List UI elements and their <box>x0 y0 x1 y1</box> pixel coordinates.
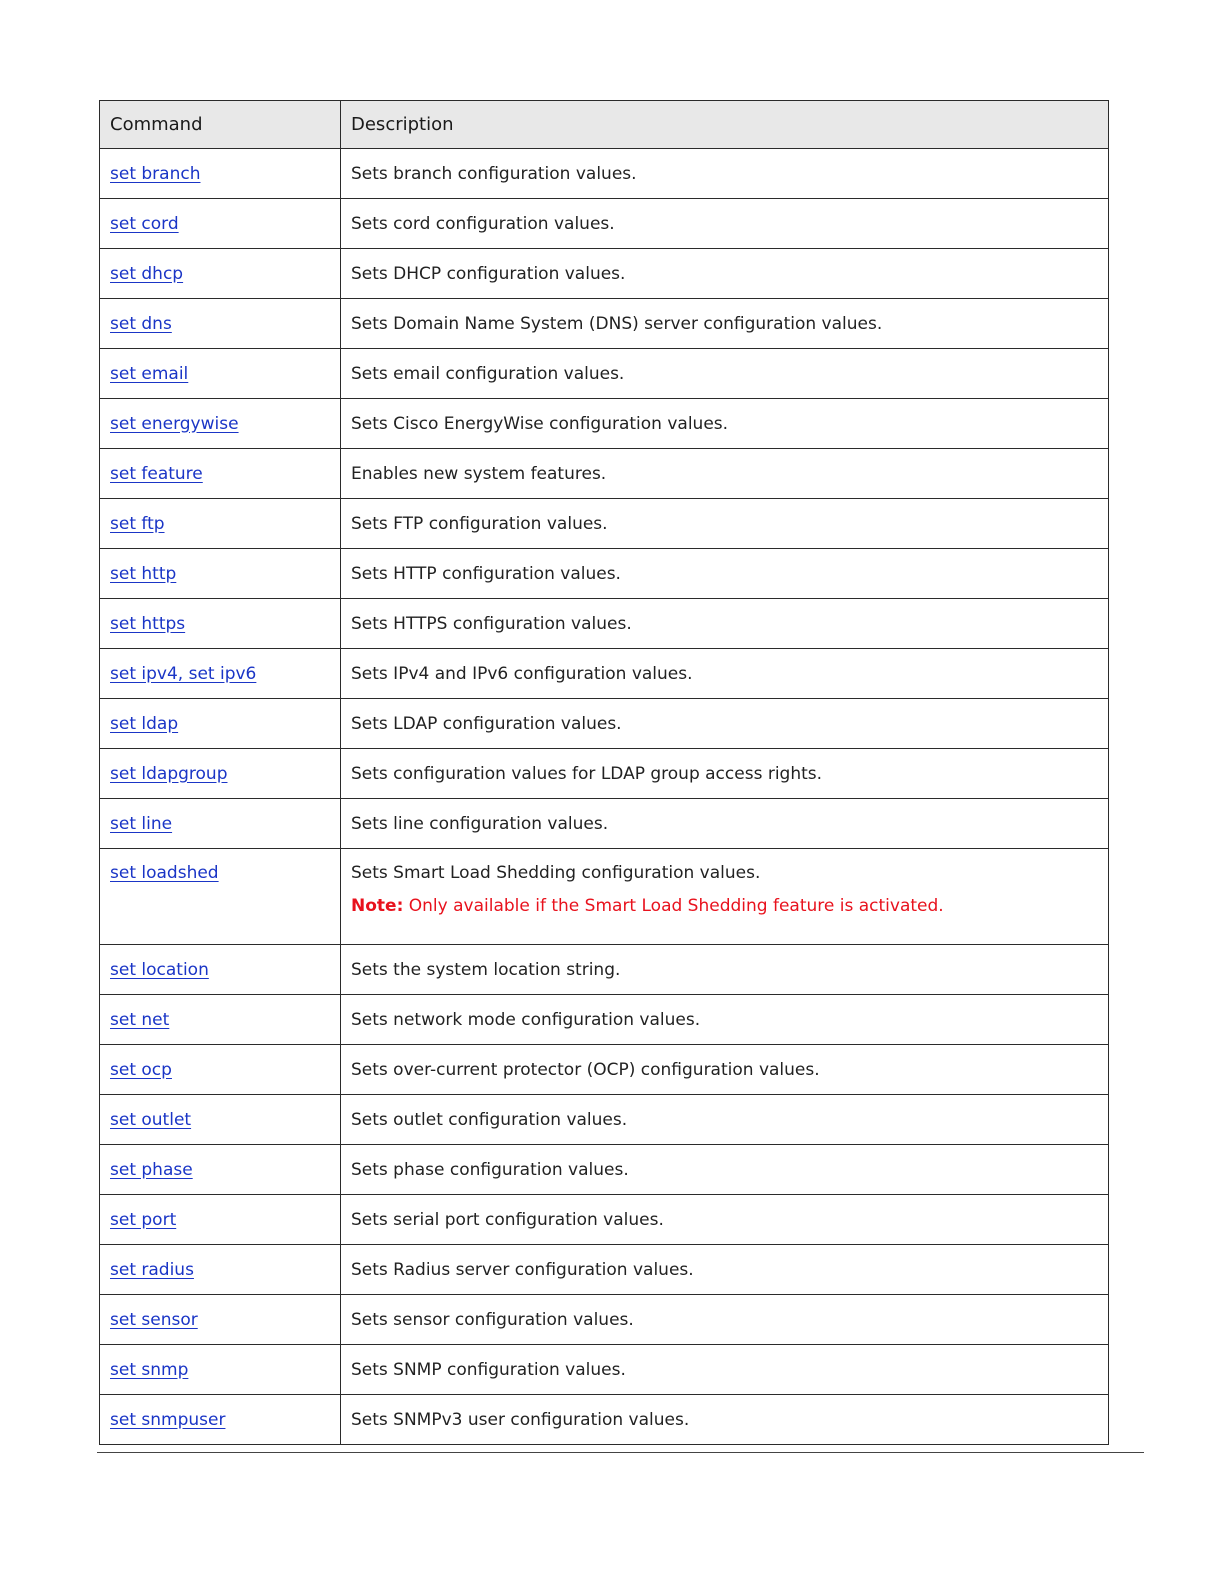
table-row <box>100 945 1109 995</box>
command-link[interactable]: set https <box>110 613 186 634</box>
command-cell <box>100 549 341 599</box>
command-link[interactable]: set snmp <box>110 1359 189 1380</box>
description-cell <box>341 399 1109 449</box>
description-text: Sets configuration values for LDAP group access rights. <box>351 763 823 784</box>
table-row <box>100 1245 1109 1295</box>
command-cell <box>100 995 341 1045</box>
command-cell <box>100 1345 341 1395</box>
command-cell <box>100 299 341 349</box>
description-cell <box>341 449 1109 499</box>
description-text: Sets HTTP configuration values. <box>351 563 621 584</box>
description-cell <box>341 995 1109 1045</box>
table-row <box>100 249 1109 299</box>
description-cell <box>341 799 1109 849</box>
table-row <box>100 449 1109 499</box>
table-row <box>100 799 1109 849</box>
command-link[interactable]: set branch <box>110 163 201 184</box>
description-cell <box>341 299 1109 349</box>
description-cell <box>341 1295 1109 1345</box>
command-link[interactable]: set ipv4, set ipv6 <box>110 663 257 684</box>
table-row <box>100 1195 1109 1245</box>
command-cell <box>100 199 341 249</box>
description-text: Sets Smart Load Shedding configuration values. <box>351 863 761 883</box>
description-text: Sets Cisco EnergyWise configuration values. <box>351 413 729 434</box>
note-text: Only available if the Smart Load Shedding feature is activated. <box>403 896 944 916</box>
command-cell <box>100 799 341 849</box>
table-row <box>100 1095 1109 1145</box>
command-link[interactable]: set phase <box>110 1159 193 1180</box>
command-cell <box>100 1095 341 1145</box>
table-row <box>100 649 1109 699</box>
command-cell <box>100 1395 341 1445</box>
command-link[interactable]: set ftp <box>110 513 165 534</box>
table-row <box>100 399 1109 449</box>
description-text: Sets branch configuration values. <box>351 163 637 184</box>
table-row <box>100 849 1109 945</box>
table-row <box>100 599 1109 649</box>
command-link[interactable]: set dns <box>110 313 172 334</box>
command-cell <box>100 249 341 299</box>
table-row <box>100 499 1109 549</box>
command-cell <box>100 699 341 749</box>
note-line <box>351 896 1098 916</box>
header-command: Command <box>100 101 341 149</box>
command-cell <box>100 849 341 945</box>
command-link[interactable]: set email <box>110 363 189 384</box>
table-row <box>100 995 1109 1045</box>
command-cell <box>100 649 341 699</box>
command-cell <box>100 749 341 799</box>
table-row <box>100 1045 1109 1095</box>
table-row <box>100 1145 1109 1195</box>
description-cell <box>341 1395 1109 1445</box>
table-row <box>100 299 1109 349</box>
command-link[interactable]: set loadshed <box>110 863 219 883</box>
command-link[interactable]: set dhcp <box>110 263 184 284</box>
command-cell <box>100 149 341 199</box>
table-row <box>100 549 1109 599</box>
command-link[interactable]: set net <box>110 1009 170 1030</box>
description-text: Sets cord configuration values. <box>351 213 615 234</box>
table-row <box>100 1345 1109 1395</box>
description-cell <box>341 249 1109 299</box>
description-cell <box>341 1245 1109 1295</box>
command-cell <box>100 499 341 549</box>
command-link[interactable]: set snmpuser <box>110 1409 226 1430</box>
command-cell <box>100 599 341 649</box>
description-text: Sets IPv4 and IPv6 configuration values. <box>351 663 693 684</box>
table-row <box>100 749 1109 799</box>
table-row <box>100 699 1109 749</box>
command-link[interactable]: set outlet <box>110 1109 192 1130</box>
command-cell <box>100 1045 341 1095</box>
description-cell <box>341 749 1109 799</box>
command-link[interactable]: set port <box>110 1209 177 1230</box>
command-cell <box>100 1245 341 1295</box>
command-link[interactable]: set sensor <box>110 1309 198 1330</box>
description-text: Sets outlet configuration values. <box>351 1109 628 1130</box>
description-text: Enables new system features. <box>351 463 607 484</box>
table-row <box>100 1395 1109 1445</box>
table-row <box>100 1295 1109 1345</box>
description-text: Sets sensor configuration values. <box>351 1309 634 1330</box>
description-cell <box>341 849 1109 945</box>
command-link[interactable]: set http <box>110 563 177 584</box>
description-cell <box>341 1045 1109 1095</box>
description-cell <box>341 649 1109 699</box>
description-cell <box>341 499 1109 549</box>
footer-divider <box>97 1452 1144 1453</box>
header-description: Description <box>341 101 1109 149</box>
description-text: Sets phase configuration values. <box>351 1159 629 1180</box>
command-link[interactable]: set radius <box>110 1259 194 1280</box>
command-link[interactable]: set location <box>110 959 209 980</box>
description-text: Sets email configuration values. <box>351 363 625 384</box>
command-link[interactable]: set feature <box>110 463 203 484</box>
description-text: Sets LDAP configuration values. <box>351 713 622 734</box>
description-cell <box>341 149 1109 199</box>
description-text: Sets serial port configuration values. <box>351 1209 664 1230</box>
command-link[interactable]: set ocp <box>110 1059 172 1080</box>
description-text: Sets SNMP configuration values. <box>351 1359 626 1380</box>
description-text: Sets FTP configuration values. <box>351 513 608 534</box>
description-text: Sets network mode configuration values. <box>351 1009 701 1030</box>
command-cell <box>100 449 341 499</box>
description-text: Sets the system location string. <box>351 959 621 980</box>
command-table <box>99 100 1109 1445</box>
command-cell <box>100 1295 341 1345</box>
description-cell <box>341 349 1109 399</box>
description-cell <box>341 199 1109 249</box>
description-cell <box>341 549 1109 599</box>
command-link[interactable]: set line <box>110 813 173 834</box>
description-text: Sets HTTPS configuration values. <box>351 613 632 634</box>
description-cell <box>341 699 1109 749</box>
description-text: Sets DHCP configuration values. <box>351 263 626 284</box>
command-cell <box>100 399 341 449</box>
description-text: Sets over-current protector (OCP) configuration values. <box>351 1059 820 1080</box>
command-cell <box>100 1145 341 1195</box>
command-cell <box>100 349 341 399</box>
note-label: Note: <box>351 896 404 916</box>
description-cell <box>341 599 1109 649</box>
description-text: Sets Domain Name System (DNS) server configuration values. <box>351 313 883 334</box>
command-cell <box>100 1195 341 1245</box>
table-body <box>100 149 1109 1445</box>
table-row <box>100 199 1109 249</box>
command-link[interactable]: set ldap <box>110 713 179 734</box>
description-text: Sets Radius server configuration values. <box>351 1259 694 1280</box>
description-cell <box>341 1195 1109 1245</box>
description-cell <box>341 1345 1109 1395</box>
table-row <box>100 149 1109 199</box>
command-link[interactable]: set cord <box>110 213 179 234</box>
command-cell <box>100 945 341 995</box>
description-cell <box>341 945 1109 995</box>
table-header-row <box>100 101 1109 149</box>
description-cell <box>341 1095 1109 1145</box>
table-row <box>100 349 1109 399</box>
description-text: Sets SNMPv3 user configuration values. <box>351 1409 690 1430</box>
command-link[interactable]: set energywise <box>110 413 239 434</box>
description-cell <box>341 1145 1109 1195</box>
description-text: Sets line configuration values. <box>351 813 609 834</box>
command-link[interactable]: set ldapgroup <box>110 763 228 784</box>
